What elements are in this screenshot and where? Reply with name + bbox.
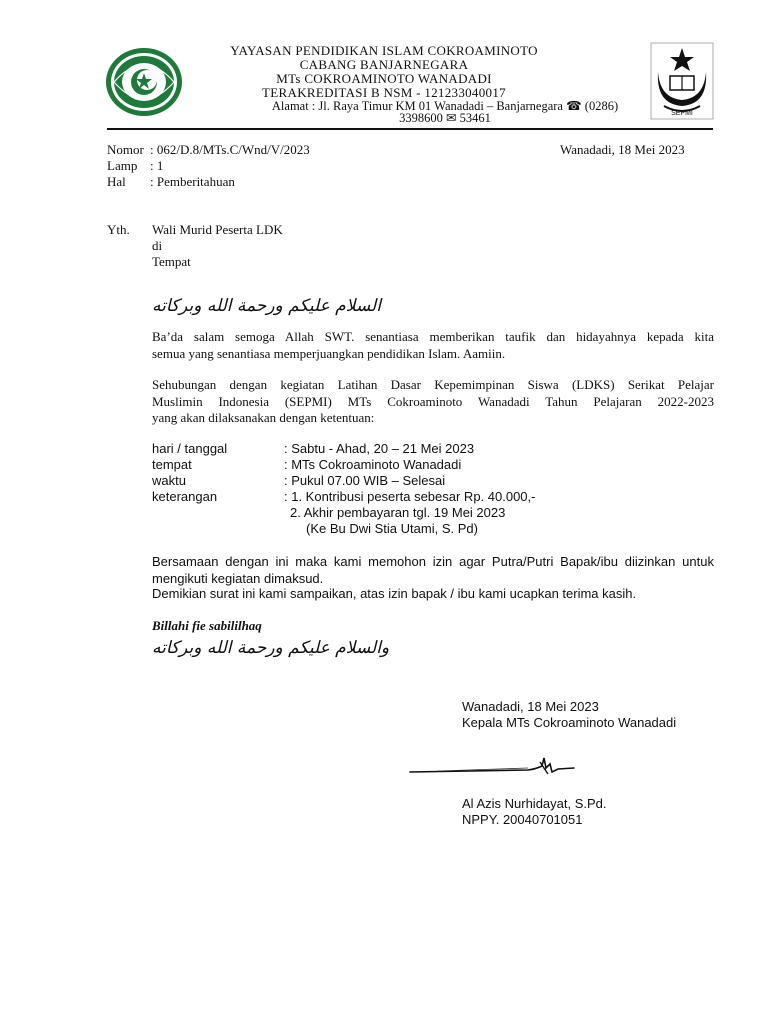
closing-arabic: والسلام عليكم ورحمة الله وبركاته [152, 638, 390, 658]
lamp-label: Lamp [107, 158, 138, 173]
detail-tempat-label: tempat [152, 457, 192, 472]
signature-name: Al Azis Nurhidayat, S.Pd. [462, 796, 607, 811]
paragraph-event-line: Sehubungan dengan kegiatan Latihan Dasar Kepemimpinan Siswa (LDKS) Serikat Pelajar [152, 377, 714, 392]
detail-keterangan-label: keterangan [152, 489, 218, 504]
header-address-line2: 3398600 ✉ 53461 [399, 111, 491, 125]
paragraph-permission [152, 554, 714, 587]
paragraph-permission-line: mengikuti kegiatan dimaksud. [152, 570, 324, 586]
greeting-arabic: السلام عليكم ورحمة الله وبركاته [152, 296, 381, 316]
paragraph-permission-line: Bersamaan dengan ini maka kami memohon izin agar Putra/Putri Bapak/ibu diizinkan untuk [152, 554, 714, 569]
header-divider [107, 128, 713, 130]
detail-keterangan-value2: 2. Akhir pembayaran tgl. 19 Mei 2023 [290, 505, 506, 520]
paragraph-opening-line: Ba’da salam semoga Allah SWT. senantiasa memberikan taufik dan hidayahnya kepada kita [152, 329, 714, 344]
detail-keterangan-value1: : 1. Kontribusi peserta sebesar Rp. 40.000,- [284, 489, 536, 504]
detail-hari-value: : Sabtu - Ahad, 20 – 21 Mei 2023 [284, 441, 475, 456]
detail-waktu-value: : Pukul 07.00 WIB – Selesai [284, 473, 446, 488]
signature-place-date: Wanadadi, 18 Mei 2023 [462, 699, 599, 714]
lamp-value: : 1 [150, 158, 164, 173]
closing-phrase: Billahi fie sabililhaq [152, 618, 262, 633]
paragraph-event-line: Muslimin Indonesia (SEPMI) MTs Cokroaminoto Wanadadi Tahun Pelajaran 2022-2023 [152, 393, 714, 409]
paragraph-event [152, 377, 714, 427]
recipient-line1: Wali Murid Peserta LDK [152, 222, 283, 237]
sepmi-logo-text: SEPMI [671, 110, 693, 117]
letter-date: Wanadadi, 18 Mei 2023 [560, 142, 685, 157]
recipient-line3: Tempat [152, 254, 191, 269]
nomor-label: Nomor [107, 142, 144, 157]
paragraph-opening-line: semua yang senantiasa memperjuangkan pendidikan Islam. Aamiin. [152, 345, 506, 361]
paragraph-event-line: yang akan dilaksanakan dengan ketentuan: [152, 410, 375, 425]
detail-tempat-value: : MTs Cokroaminoto Wanadadi [284, 457, 462, 472]
header-school-name: MTs COKROAMINOTO WANADADI [276, 71, 492, 86]
recipient-line2: di [152, 238, 163, 253]
paragraph-opening [152, 329, 714, 362]
recipient-label: Yth. [107, 222, 130, 237]
header-accreditation: TERAKREDITASI B NSM - 121233040017 [262, 85, 506, 100]
hal-label: Hal [107, 174, 126, 189]
hal-value: : Pemberitahuan [150, 174, 235, 189]
nomor-value: : 062/D.8/MTs.C/Wnd/V/2023 [150, 142, 310, 157]
header-address-line1: Alamat : Jl. Raya Timur KM 01 Wanadadi – Banjarnegara ☎ (0286) [271, 99, 619, 113]
handwritten-signature [408, 752, 578, 782]
detail-hari-label: hari / tanggal [152, 441, 228, 456]
detail-waktu-label: waktu [152, 473, 186, 488]
detail-keterangan-value3: (Ke Bu Dwi Stia Utami, S. Pd) [306, 521, 478, 536]
header-branch: CABANG BANJARNEGARA [299, 57, 469, 72]
paragraph-closing: Demikian surat ini kami sampaikan, atas izin bapak / ibu kami ucapkan terima kasih. [152, 586, 637, 601]
signature-position: Kepala MTs Cokroaminoto Wanadadi [462, 715, 677, 730]
header-foundation-name: YAYASAN PENDIDIKAN ISLAM COKROAMINOTO [230, 43, 538, 58]
signature-nppy: NPPY. 20040701051 [462, 812, 583, 827]
